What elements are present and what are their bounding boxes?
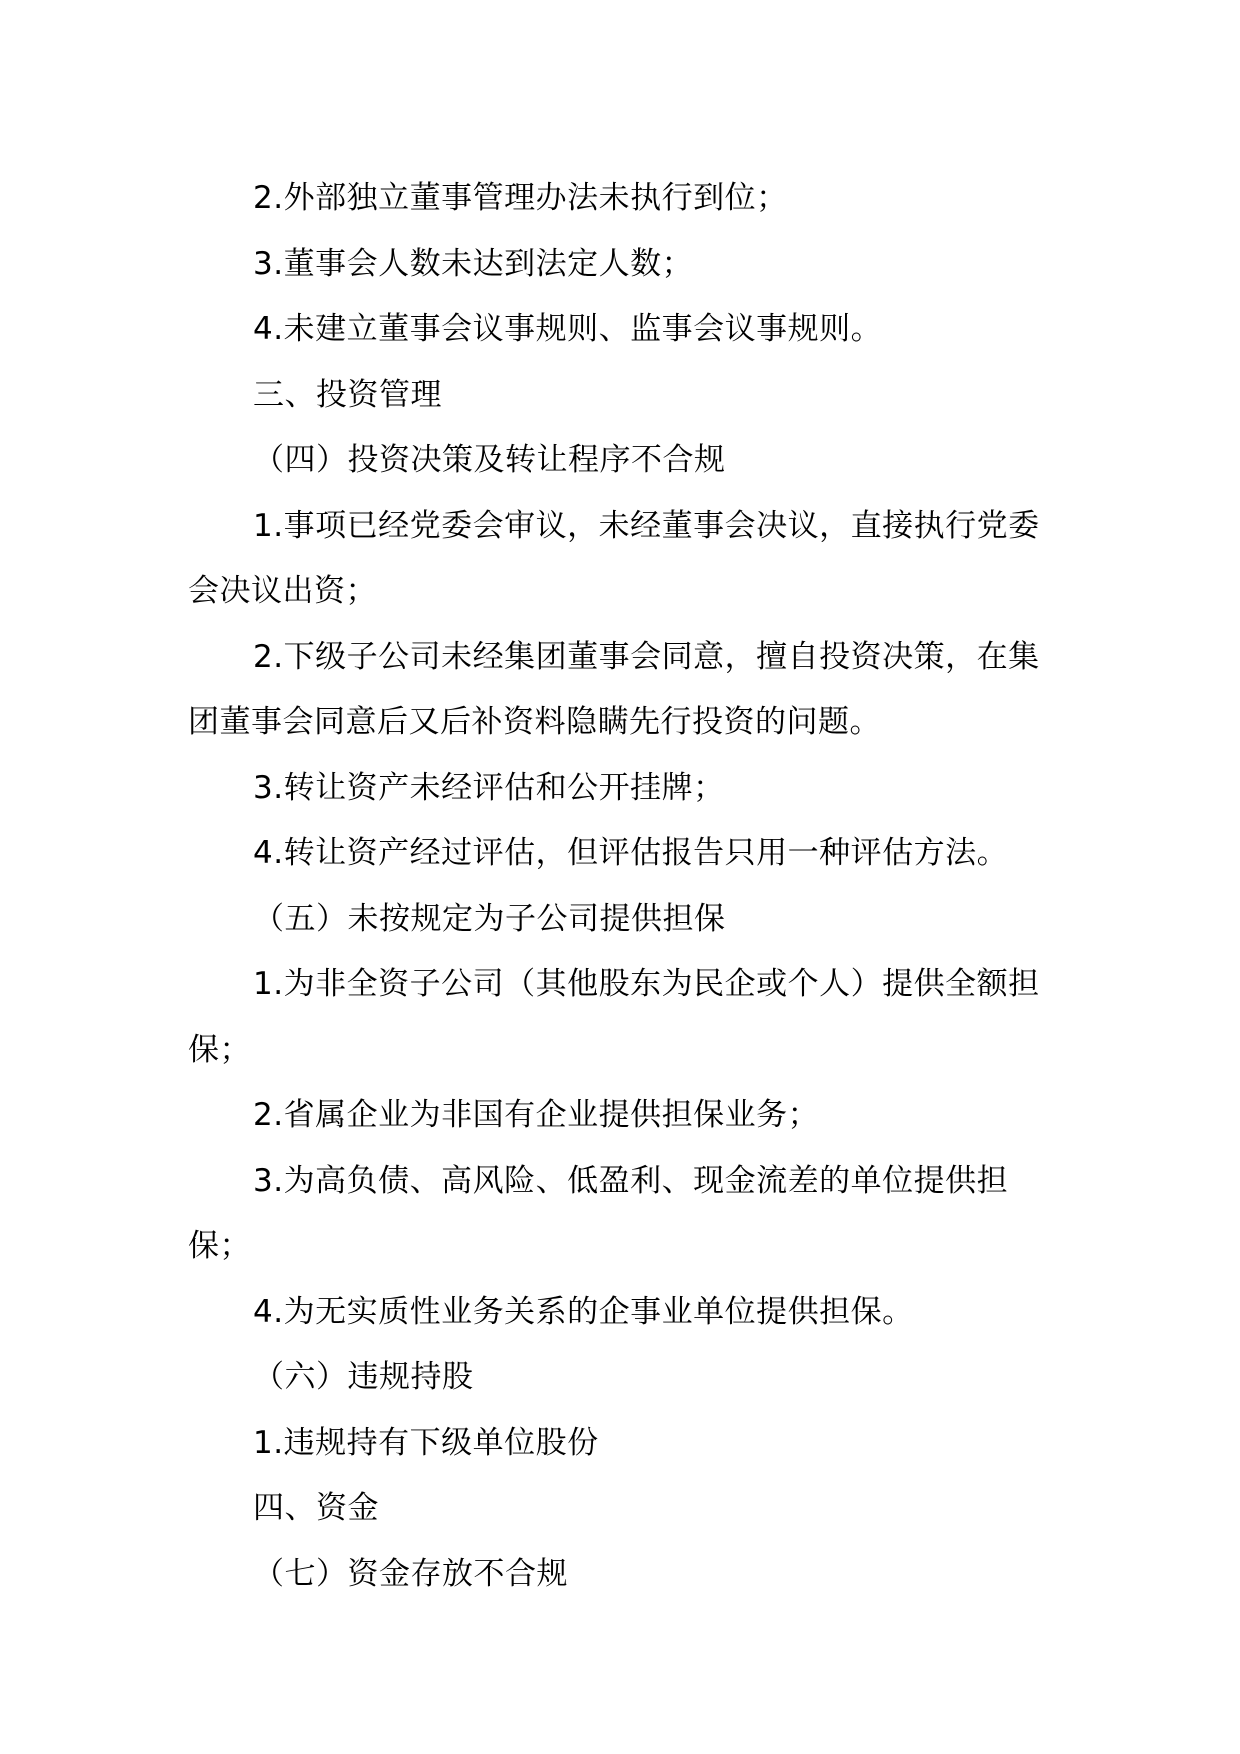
paragraph: 2.外部独立董事管理办法未执行到位； xyxy=(253,180,788,216)
section-heading: 三、投资管理 xyxy=(253,376,442,413)
paragraph: 1.事项已经党委会审议，未经董事会决议，直接执行党委会决议出资； xyxy=(188,507,1040,609)
paragraph: 2.省属企业为非国有企业提供担保业务； xyxy=(253,1097,820,1133)
paragraph: 1.违规持有下级单位股份 xyxy=(253,1424,599,1461)
subsection-heading: （七）资金存放不合规 xyxy=(253,1555,568,1592)
paragraph: 2.下级子公司未经集团董事会同意，擅自投资决策，在集团董事会同意后又后补资料隐瞒先行投资的问题。 xyxy=(188,638,1040,740)
paragraph: 1.为非全资子公司（其他股东为民企或个人）提供全额担保； xyxy=(188,966,1040,1068)
paragraph: 3.董事会人数未达到法定人数； xyxy=(253,245,694,282)
paragraph: 4.为无实质性业务关系的企事业单位提供担保。 xyxy=(253,1293,914,1330)
paragraph: 4.转让资产经过评估，但评估报告只用一种评估方法。 xyxy=(253,835,1009,871)
subsection-heading: （六）违规持股 xyxy=(253,1359,474,1395)
paragraph: 3.为高负债、高风险、低盈利、现金流差的单位提供担保； xyxy=(188,1162,1009,1264)
subsection-heading: （四）投资决策及转让程序不合规 xyxy=(253,442,726,478)
paragraph: 4.未建立董事会议事规则、监事会议事规则。 xyxy=(253,311,883,347)
section-heading: 四、资金 xyxy=(253,1490,379,1526)
document-body xyxy=(188,166,1058,1607)
subsection-heading: （五）未按规定为子公司提供担保 xyxy=(253,900,726,937)
paragraph: 3.转让资产未经评估和公开挂牌； xyxy=(253,769,725,806)
